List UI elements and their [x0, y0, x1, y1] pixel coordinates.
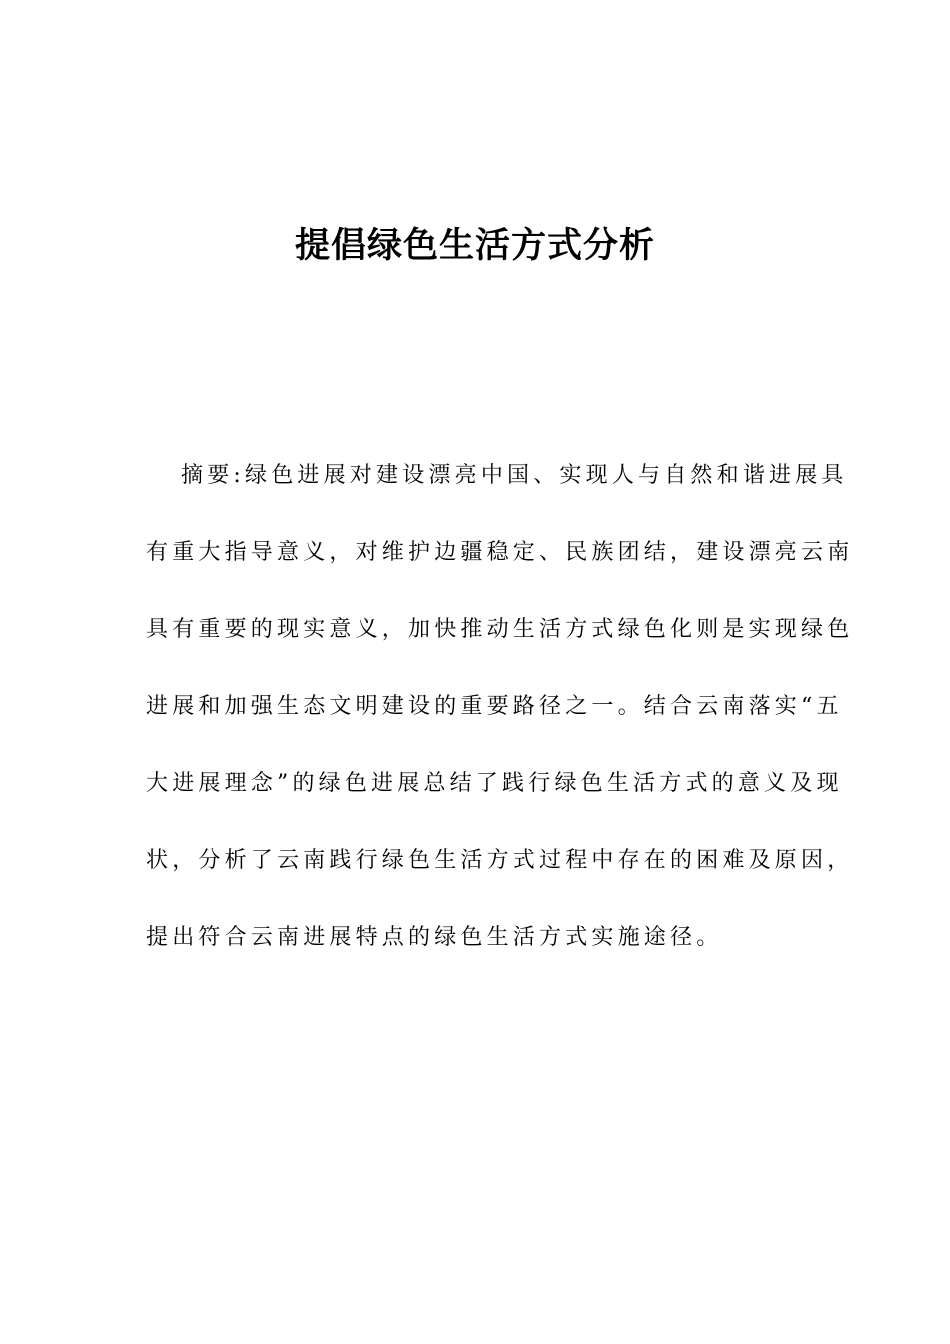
- abstract-line-5: 大进展理念”的绿色进展总结了践行绿色生活方式的意义及现: [146, 771, 843, 796]
- abstract-paragraph: [146, 446, 854, 985]
- abstract-line-2: 有重大指导意义，对维护边疆稳定、民族团结，建设漂亮云南: [146, 540, 854, 565]
- document-title: 提倡绿色生活方式分析: [294, 226, 655, 266]
- abstract-line-1: 摘要:绿色进展对建设漂亮中国、实现人与自然和谐进展具: [181, 463, 848, 488]
- abstract-line-3: 具有重要的现实意义，加快推动生活方式绿色化则是实现绿色: [146, 617, 854, 642]
- abstract-line-4: 进展和加强生态文明建设的重要路径之一。结合云南落实“五: [146, 694, 843, 719]
- abstract-line-6: 状，分析了云南践行绿色生活方式过程中存在的困难及原因，: [146, 848, 854, 873]
- abstract-line-7: 提出符合云南进展特点的绿色生活方式实施途径。: [146, 925, 723, 950]
